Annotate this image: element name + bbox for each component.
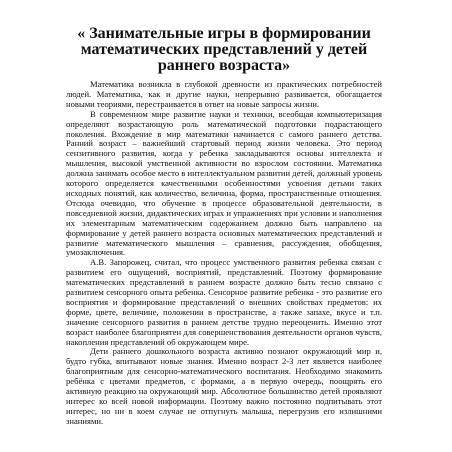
- paragraph-modern-world: В современном мире развитие науки и техники, всеобщая компьютеризация определяют возрастающую роль математической подготовки подрастающего поколения. Вхождение в мир математики начинается с самого раннего детства. Ранний возраст – важнейший стартовый период жизни человека. Это период сензитивного развития, когда у ребенка закладываются основы интеллекта и мышления, высокой умственной активности во взрослом состоянии. Математика должна занимать особое место в интеллектуальном развитии детей, должный уровень которого определяется качественными особенностями усвоения детьми таких исходных понятий, как количество, величина, форма, пространственные отношения. Отсюда очевидно, что обучение в процессе образовательной деятельности, в повседневной жизни, дидактических играх и упражнениях при условии и наполнения их элементарным математическим содержанием должно быть направлено на формирование у детей раннего возраста основных математических представлений и развитие математического мышления – сравнения, рассуждения, обобщения, умозаключения.: [66, 108, 382, 258]
- paragraph-intro: Математика возникла в глубокой древности из практических потребностей людей. Математика, как и другие науки, непрерывно развивается, обогащается новыми теориями, перестраивается в ответ на новые запросы жизни.: [66, 79, 382, 109]
- title-line: раннего возраста»: [157, 57, 291, 74]
- paragraph-zaporozhets: А.В. Запорожец, считал, что процесс умственного развития ребенка связан с развитием его ощущений, восприятий, представлений. Поэтому формирование математических представлений в раннем возрасте должно быть тесно связано с развитием сенсорного опыта ребенка. Сенсорное развитие ребенка - это развитие его восприятия и формирование представлений о внешних свойствах предметов: их форме, цвете, величине, положении в пространстве, а также запахе, вкусе и т.п. значение сенсорного развития в раннем детстве трудно переоценить. Именно этот возраст наиболее благоприятен для совершенствования деятельности органов чувств, накопления представлений об окружающем мире.: [66, 257, 382, 347]
- article-title: [66, 26, 382, 74]
- title-line: « Занимательные игры в формировании: [77, 25, 371, 42]
- article-body: [66, 80, 382, 427]
- paragraph-early-age: Дети раннего дошкольного возраста активно познают окружающий мир и, будто губка, впитывают новые знания. Именно возраст 2-3 лет является наиболее благоприятным для сенсорно-математического воспитания. Необходимо знакомить ребёнка с цветами предметов, с формами, а в первую очередь, поощрять его активную реакцию на окружающий мир. Абсолютное большинство детей проявляют интерес ко всей новой информации. Поэтому важно постоянно подпитывать этот интерес, но ни в коем случае не отпугнуть малыша, перегрузив его излишними знаниями.: [66, 346, 382, 426]
- title-line: математических представлений у детей: [80, 41, 368, 58]
